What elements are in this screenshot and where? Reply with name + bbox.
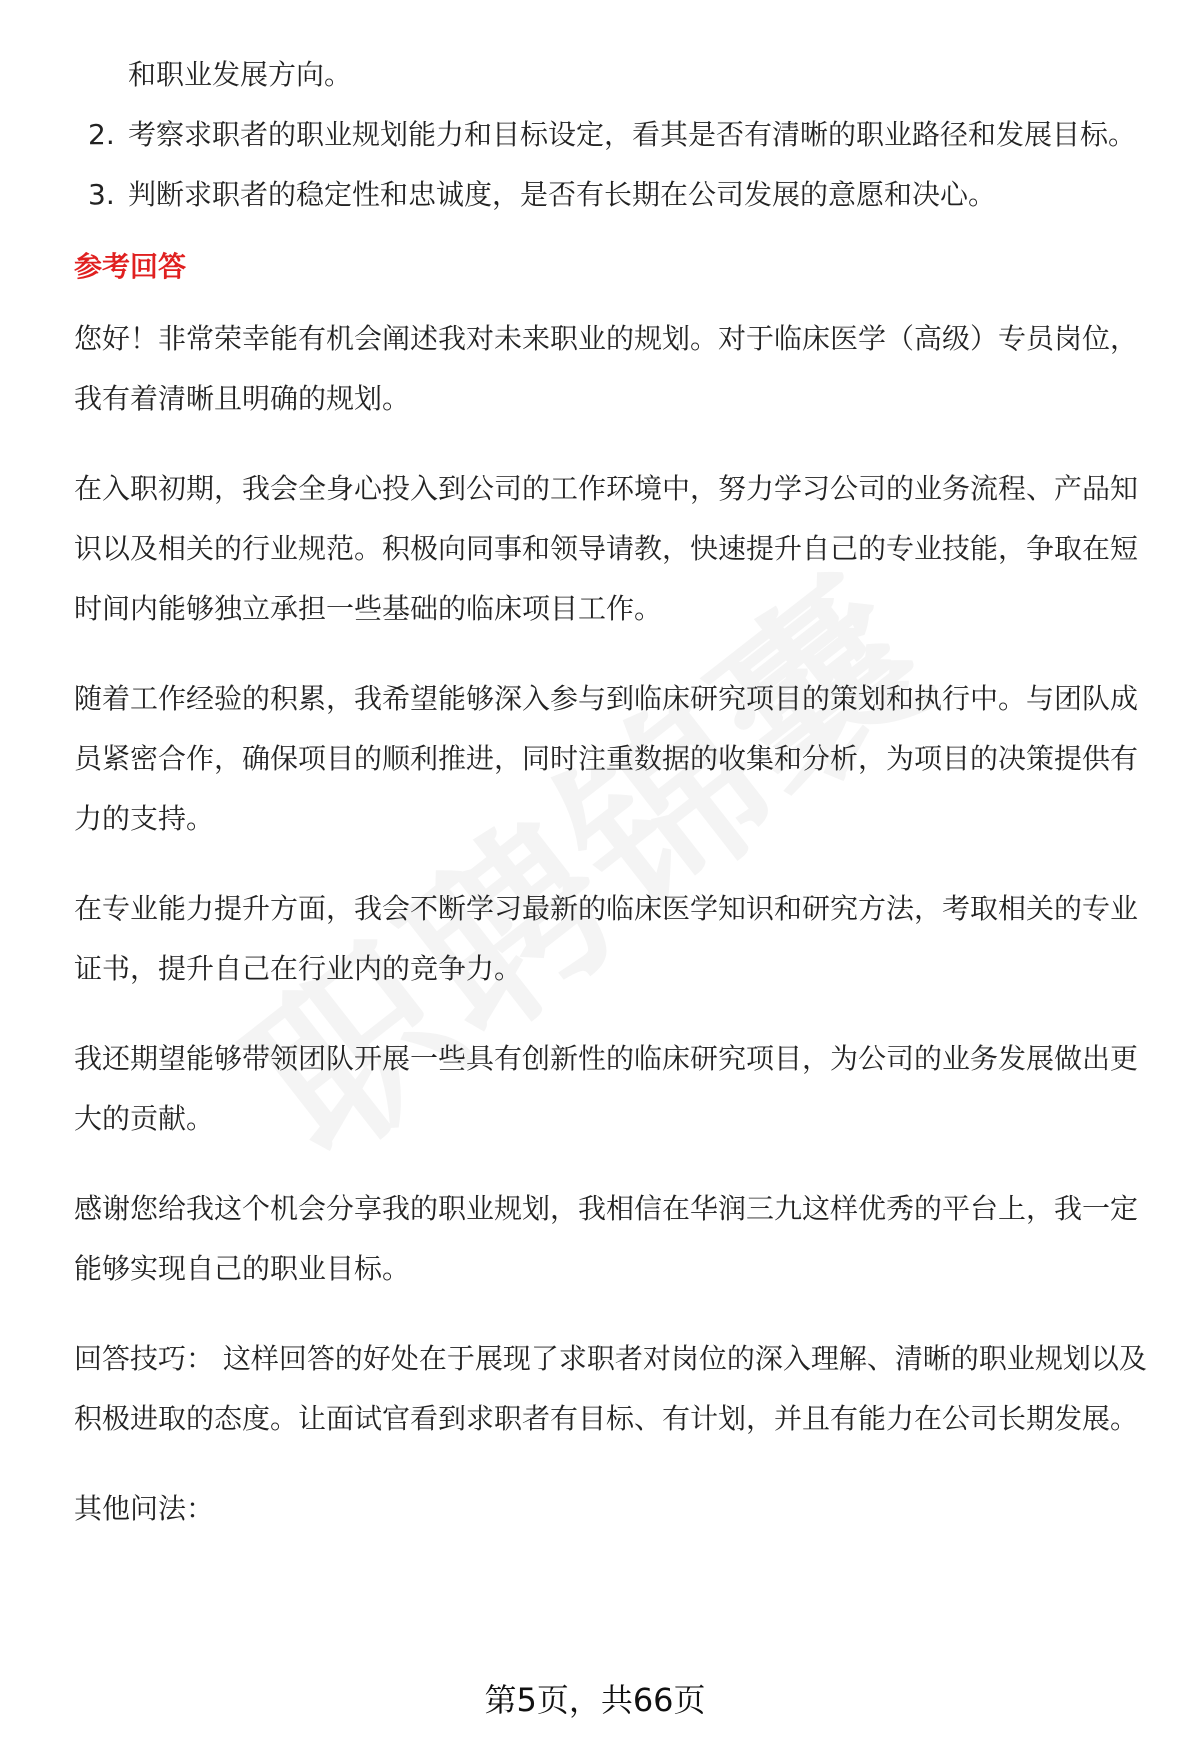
- page-number: 第5页，共66页: [484, 1681, 706, 1719]
- numbered-list: [74, 45, 1164, 225]
- list-item: [74, 105, 1164, 165]
- paragraph: 您好！非常荣幸能有机会阐述我对未来职业的规划。对于临床医学（高级）专员岗位，我有着清晰且明确的规划。: [74, 322, 1139, 415]
- reference-answer-heading: 参考回答: [74, 250, 187, 283]
- list-item: [74, 165, 1164, 225]
- list-text: 判断求职者的稳定性和忠诚度，是否有长期在公司发展的意愿和决心。: [128, 178, 997, 211]
- list-text: 和职业发展方向。: [128, 58, 353, 91]
- paragraph: 在专业能力提升方面，我会不断学习最新的临床医学知识和研究方法，考取相关的专业证书，提升自己在行业内的竞争力。: [74, 892, 1139, 985]
- document-content: [74, 45, 1164, 1569]
- other-questions-label: 其他问法：: [74, 1492, 215, 1525]
- list-number: 2.: [88, 118, 115, 151]
- answer-tips: 回答技巧： 这样回答的好处在于展现了求职者对岗位的深入理解、清晰的职业规划以及积极进取的态度。让面试官看到求职者有目标、有计划，并且有能力在公司长期发展。: [74, 1342, 1147, 1435]
- list-number: 3.: [88, 178, 115, 211]
- paragraph: 随着工作经验的积累，我希望能够深入参与到临床研究项目的策划和执行中。与团队成员紧密合作，确保项目的顺利推进，同时注重数据的收集和分析，为项目的决策提供有力的支持。: [74, 682, 1139, 835]
- paragraph: 在入职初期，我会全身心投入到公司的工作环境中，努力学习公司的业务流程、产品知识以及相关的行业规范。积极向同事和领导请教，快速提升自己的专业技能，争取在短时间内能够独立承担一些基础的临床项目工作。: [74, 472, 1139, 625]
- list-text: 考察求职者的职业规划能力和目标设定，看其是否有清晰的职业路径和发展目标。: [128, 118, 1137, 151]
- paragraph: 我还期望能够带领团队开展一些具有创新性的临床研究项目，为公司的业务发展做出更大的贡献。: [74, 1042, 1139, 1135]
- list-item: [74, 45, 1164, 105]
- paragraph: 感谢您给我这个机会分享我的职业规划，我相信在华润三九这样优秀的平台上，我一定能够实现自己的职业目标。: [74, 1192, 1139, 1285]
